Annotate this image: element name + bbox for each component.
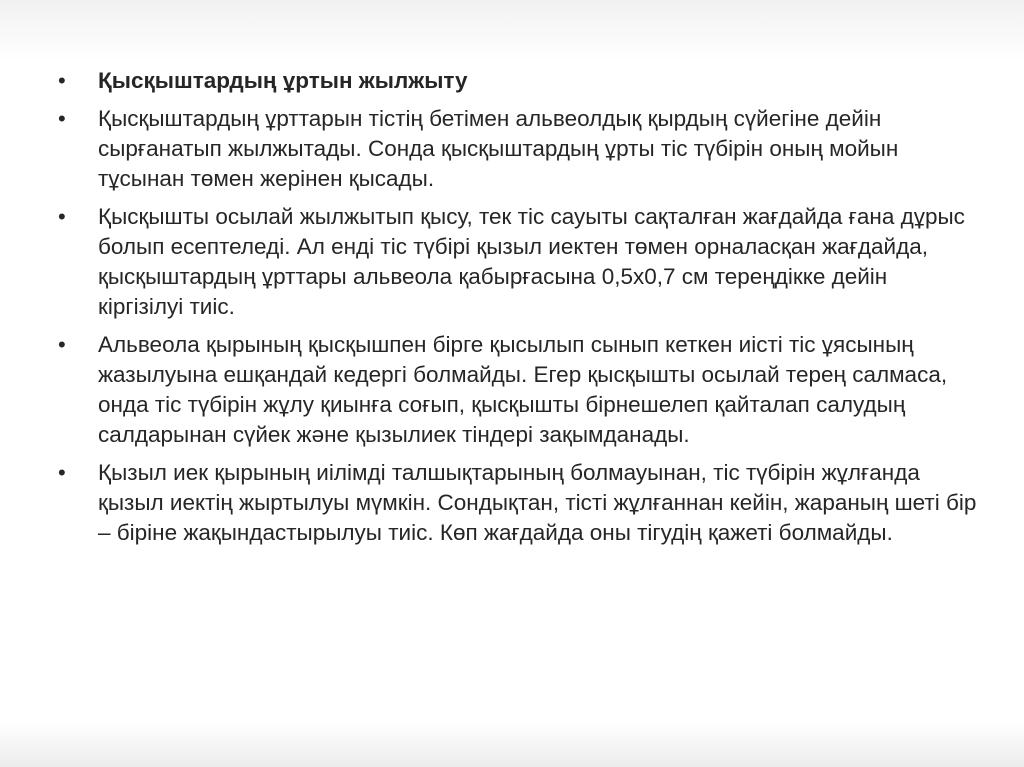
bullet-dot-icon: • [58,68,66,93]
bullet-item-heading [58,66,978,96]
bullet-dot-icon: • [58,204,66,229]
bullet-item-3 [58,330,978,450]
bullet-dot-icon: • [58,106,66,131]
bullet-text: Қысқышты осылай жылжытып қысу, тек тіс сауыты сақталған жағдайда ғана дұрыс болып есептеледі. Ал енді тіс түбірі қызыл иектен төмен орналасқан жағдайда, қысқыштардың ұрттары альвеола қабырғасына 0,5х0,7 см тереңдікке дейін кіргізілуі тиіс. [98,204,965,319]
bullet-heading-text: Қысқыштардың ұртын жылжыту [98,68,468,93]
bullet-item-1 [58,104,978,194]
bullet-item-4 [58,458,978,548]
bullet-text: Қысқыштардың ұрттарын тістің бетімен альвеолдық қырдың сүйегіне дейін сырғанатып жылжытады. Сонда қысқыштардың ұрты тіс түбірін оның мойын тұсынан төмен жерінен қысады. [98,106,899,191]
bullet-item-2 [58,202,978,322]
slide-top-shade [0,0,1024,60]
bullet-text: Қызыл иек қырының иілімді талшықтарының болмауынан, тіс түбірін жұлғанда қызыл иектің жыртылуы мүмкін. Сондықтан, тісті жұлғаннан кейін, жараның шеті бір – біріне жақындастырылуы тиіс. Көп жағдайда оны тігудің қажеті болмайды. [98,460,977,545]
bullet-text: Альвеола қырының қысқышпен бірге қысылып сынып кеткен иісті тіс ұясының жазылуына ешқандай кедергі болмайды. Егер қысқышты осылай терең салмаса, онда тіс түбірін жұлу қиынға соғып, қысқышты бірнешелеп қайталап салудың салдарынан сүйек және қызылиек тіндері зақымданады. [98,332,948,447]
bullet-dot-icon: • [58,332,66,357]
slide-bottom-shade [0,722,1024,767]
bullet-dot-icon: • [58,460,66,485]
bullet-list [58,66,978,556]
